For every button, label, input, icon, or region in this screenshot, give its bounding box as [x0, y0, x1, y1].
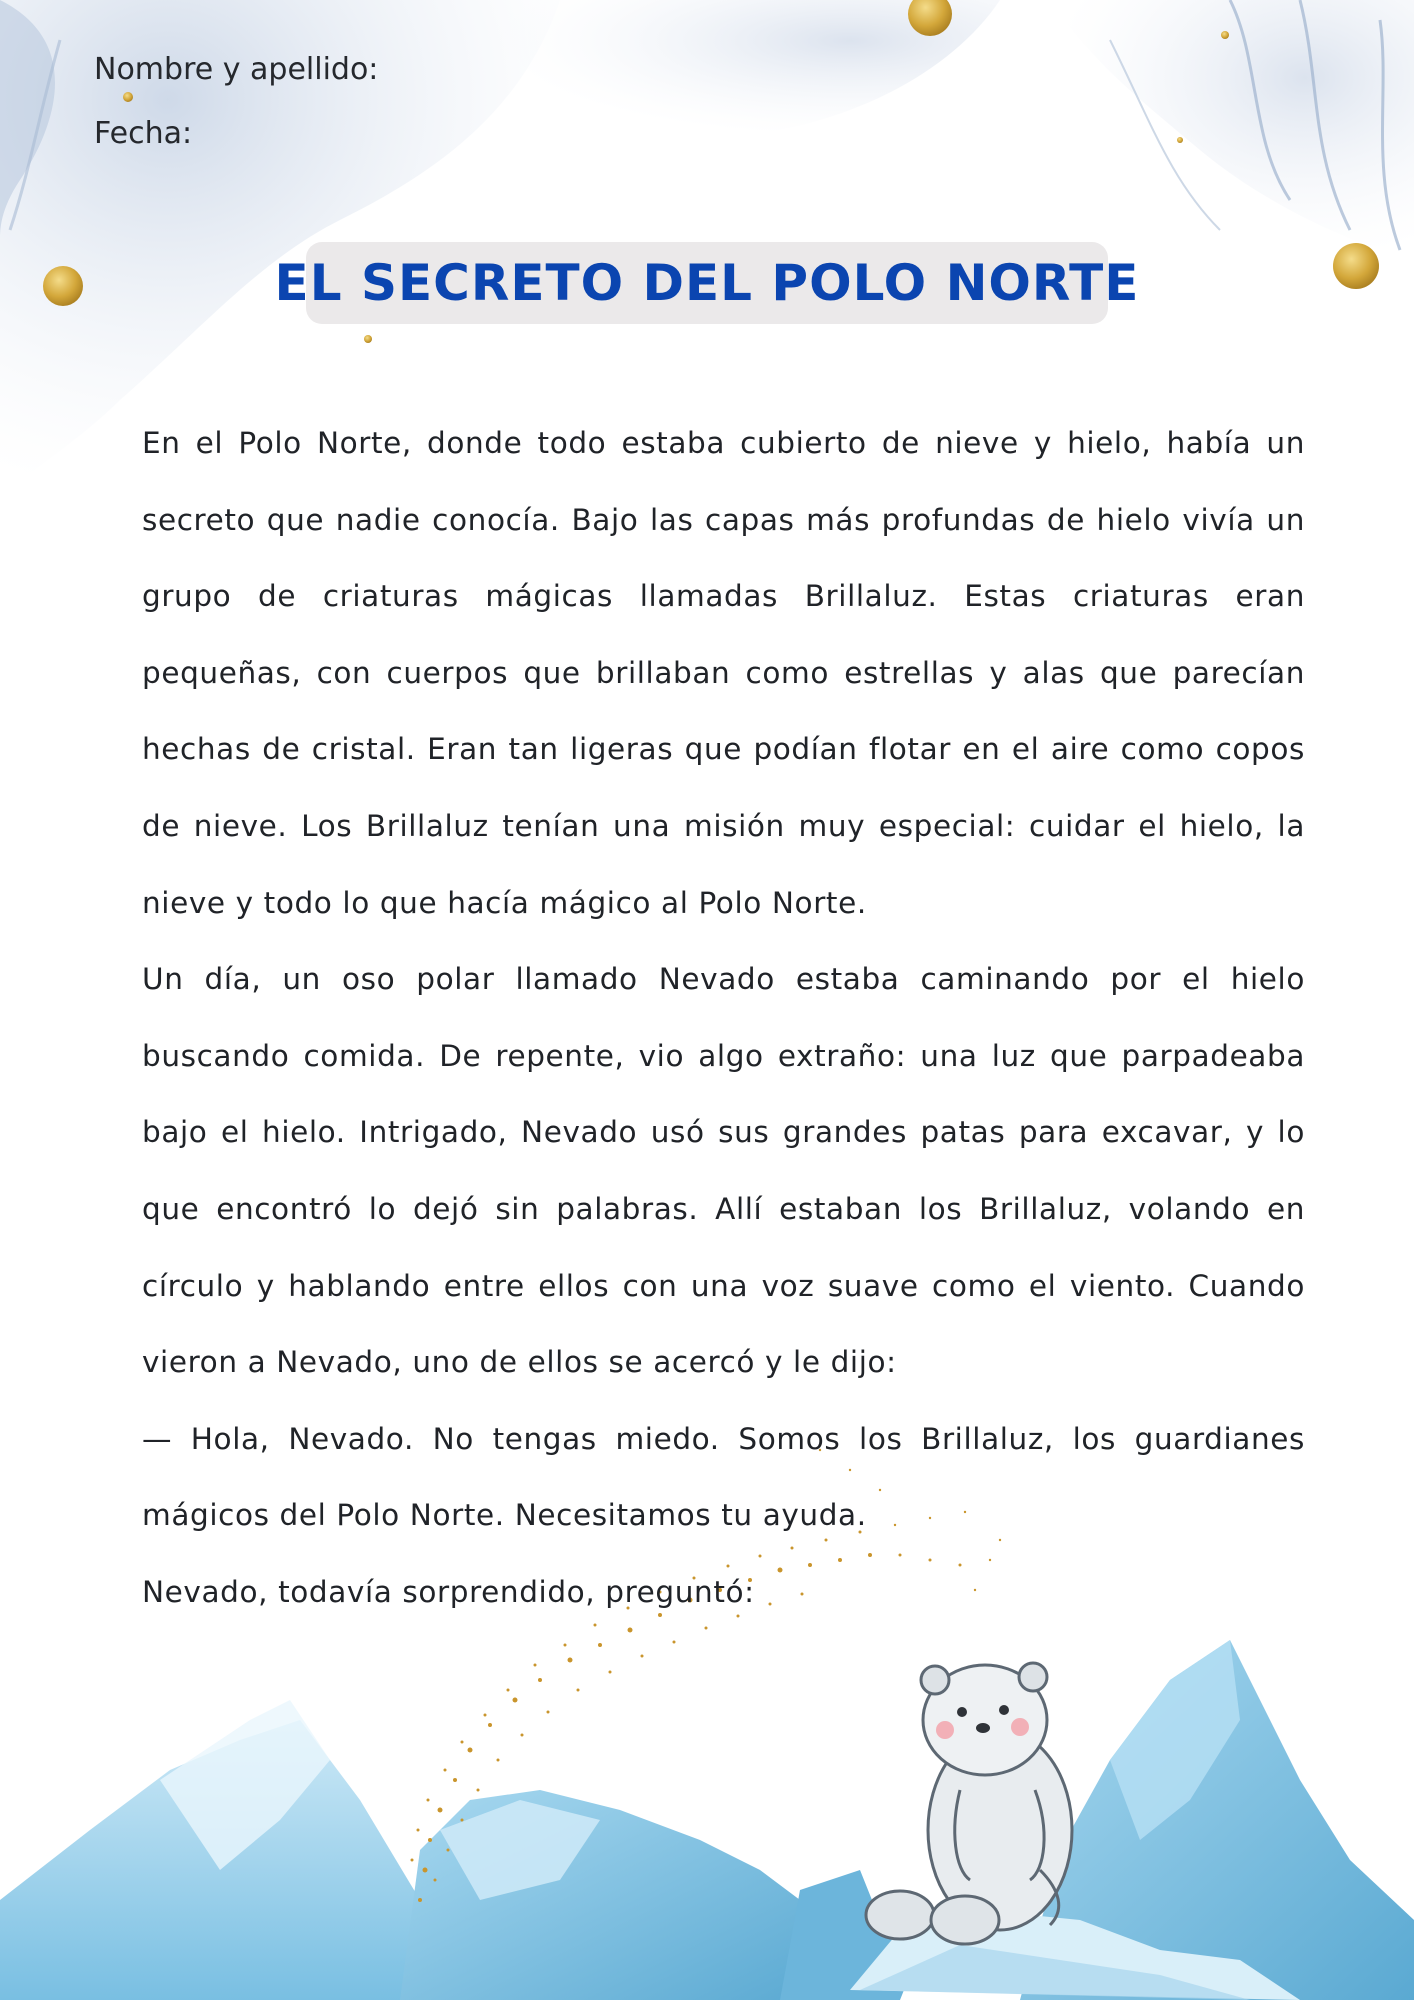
iceberg-illustration	[0, 1640, 1414, 2000]
story-paragraph-4: Nevado, todavía sorprendido, preguntó:	[142, 1574, 755, 1609]
student-info	[94, 38, 378, 166]
polar-bear-illustration	[866, 1663, 1072, 1944]
page-title: EL SECRETO DEL POLO NORTE	[274, 254, 1140, 312]
story-paragraph-1: En el Polo Norte, donde todo estaba cubierto de nieve y hielo, había un secreto que nadie conocía. Bajo las capas más profundas de hielo vivía un grupo de criaturas mágicas llamadas Brillaluz. Estas criaturas eran pequeñas, con cuerpos que brillaban como estrellas y alas que parecían hechas de cristal. Eran tan ligeras que podían flotar en el aire como copos de nieve. Los Brillaluz tenían una misión muy especial: cuidar el hielo, la nieve y todo lo que hacía mágico al Polo Norte.	[142, 426, 1305, 920]
title-banner	[274, 242, 1140, 324]
name-label: Nombre y apellido:	[94, 52, 379, 87]
story-paragraph-3: — Hola, Nevado. No tengas miedo. Somos los Brillaluz, los guardianes mágicos del Polo Norte. Necesitamos tu ayuda.	[142, 1421, 1305, 1533]
story-text	[142, 405, 1305, 1631]
date-label: Fecha:	[94, 116, 193, 151]
story-paragraph-2: Un día, un oso polar llamado Nevado estaba caminando por el hielo buscando comida. De repente, vio algo extraño: una luz que parpadeaba bajo el hielo. Intrigado, Nevado usó sus grandes patas para excavar, y lo que encontró lo dejó sin palabras. Allí estaban los Brillaluz, volando en círculo y hablando entre ellos con una voz suave como el viento. Cuando vieron a Nevado, uno de ellos se acercó y le dijo:	[142, 962, 1305, 1380]
